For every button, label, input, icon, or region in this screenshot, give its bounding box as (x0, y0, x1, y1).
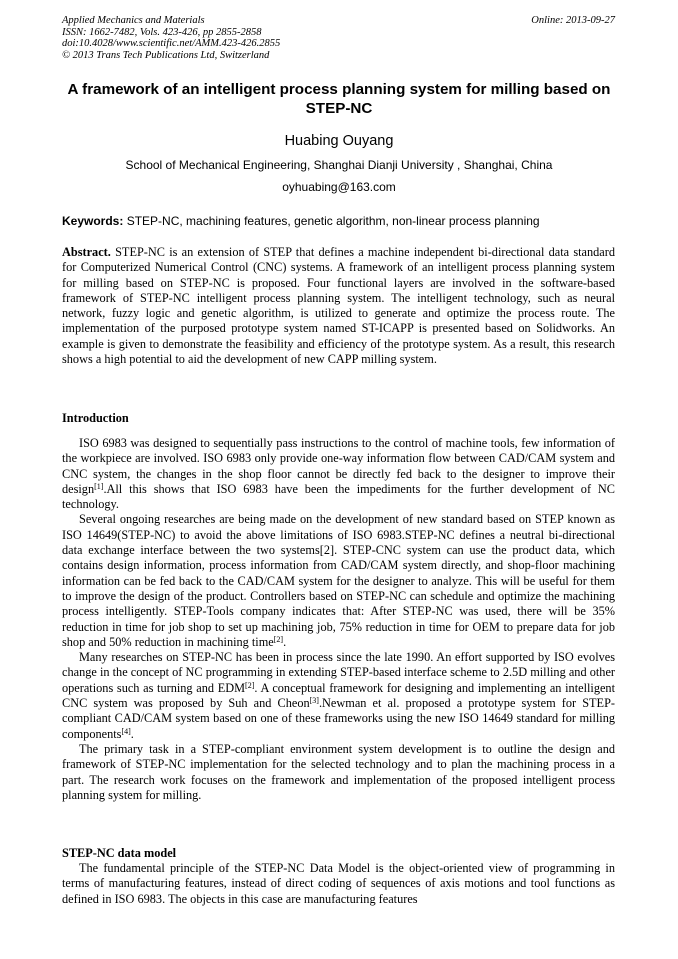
paper-title: A framework of an intelligent process planning system for milling based on STEP-NC (67, 81, 611, 117)
citation: [2] (245, 680, 255, 690)
citation: [2] (273, 634, 284, 644)
paragraph-text: ISO 6983 was designed to sequentially pass instructions to the control of machine tools, few information of the workpiece are involved. ISO 6983 only provide one-way information flow between CAD/CAM system and CNC system, the changes in the shop floor cannot be directly fed back to the designer to improve their design (62, 436, 615, 496)
paragraph-text: Several ongoing researches are being made on the development of new standard based on STEP known as ISO 14649(STEP-NC) to avoid the above limitations of ISO 6983.STEP-NC defines a neutral bi-directional data exchange interface between the two systems[2]. STEP-CNC system can use the product data, which contains design information, process information from CAD/CAM system directly, and shop-floor machining information can be fed back to the CAD/CAM system for the designer to analyze. This will be useful for them to improve the design of the product. Controllers based on STEP-NC can schedule and optimize the machining process intelligently. STEP-Tools company indicates that: After STEP-NC was used, there will be 35% reduction in time for job shop to set up machining job, 75% reduction in time for OEM to prepare data for job shop and 50% reduction in machining time (62, 512, 615, 649)
keywords-text: STEP-NC, machining features, genetic algorithm, non-linear process planning (126, 214, 540, 228)
citation: [1] (94, 481, 104, 491)
affiliation: School of Mechanical Engineering, Shanghai Dianji University , Shanghai, China (125, 158, 553, 172)
abstract-label: Abstract. (62, 245, 111, 259)
citation: [4] (121, 726, 131, 736)
issn: ISSN: 1662-7482, Vols. 423-426, pp 2855-2858 (62, 26, 262, 38)
author-email: oyhuabing@163.com (282, 180, 396, 194)
journal-name: Applied Mechanics and Materials (62, 15, 205, 26)
paragraph (62, 512, 615, 650)
introduction-body (62, 436, 615, 803)
abstract-text: STEP-NC is an extension of STEP that defines a machine independent bi-directional data standard for Computerized Numerical Control (CNC) systems. A framework of an intelligent process planning system for milling based on STEP-NC is proposed. Four functional layers are involved in the software-based framework of STEP-NC intelligent process planning system. The intelligent technology, such as neural network, fuzzy logic and genetic algorithm, is utilized to generate and optimize the process route. The implementation of the purposed prototype system named ST-ICAPP is presented based on Solidworks. An example is given to demonstrate the feasibility and efficiency of the prototype system. As a result, this research shows a high potential to aid the development of new CAPP milling system. (62, 245, 615, 367)
paragraph-text: . (283, 634, 287, 649)
paragraph (62, 436, 615, 512)
paragraph-text: Many researches on STEP-NC has been in process since the late 1990. An effort supported by ISO evolves change in the concept of NC programming in extending STEP-based interface scheme to 2.5D milling and other operations such as turning and EDM (62, 650, 615, 695)
copyright: © 2013 Trans Tech Publications Ltd, Switzerland (62, 49, 270, 61)
online-date: Online: 2013-09-27 (531, 15, 615, 26)
paragraph-text: . A conceptual framework for designing and implementing an intelligent CNC system was proposed by Suh and Cheon (62, 680, 615, 711)
paragraph: The primary task in a STEP-compliant environment system development is to outline the design and framework of STEP-NC implementation for the selected technology and to plan the machining process in a part. The research work focuses on the framework and implementation of the proposed intelligent process planning system for milling. (62, 741, 615, 802)
section-heading-introduction: Introduction (62, 411, 129, 425)
keywords (62, 214, 622, 228)
data-model-body (62, 861, 615, 907)
citation: [3] (309, 696, 319, 706)
paragraph-text: .All this shows that ISO 6983 have been the impediments for the further development of NC technology. (62, 481, 615, 512)
paragraph: The fundamental principle of the STEP-NC Data Model is the object-oriented view of programming in terms of manufacturing features, instead of direct coding of sequences of axis motions and tool functions as defined in ISO 6983. The objects in this case are manufacturing features (62, 861, 615, 906)
paragraph-text: . (130, 726, 134, 741)
author-name: Huabing Ouyang (284, 133, 394, 149)
doi: doi:10.4028/www.scientific.net/AMM.423-426.2855 (62, 38, 281, 50)
paragraph-text: .Newman et al. proposed a prototype system for STEP-compliant CAD/CAM system based on one of these frameworks using the new ISO 14649 standard for milling components (62, 696, 616, 741)
abstract (62, 245, 615, 367)
paragraph (62, 650, 615, 742)
section-heading-data-model: STEP-NC data model (62, 846, 177, 860)
journal-info (62, 15, 280, 61)
keywords-label: Keywords: (62, 214, 124, 228)
